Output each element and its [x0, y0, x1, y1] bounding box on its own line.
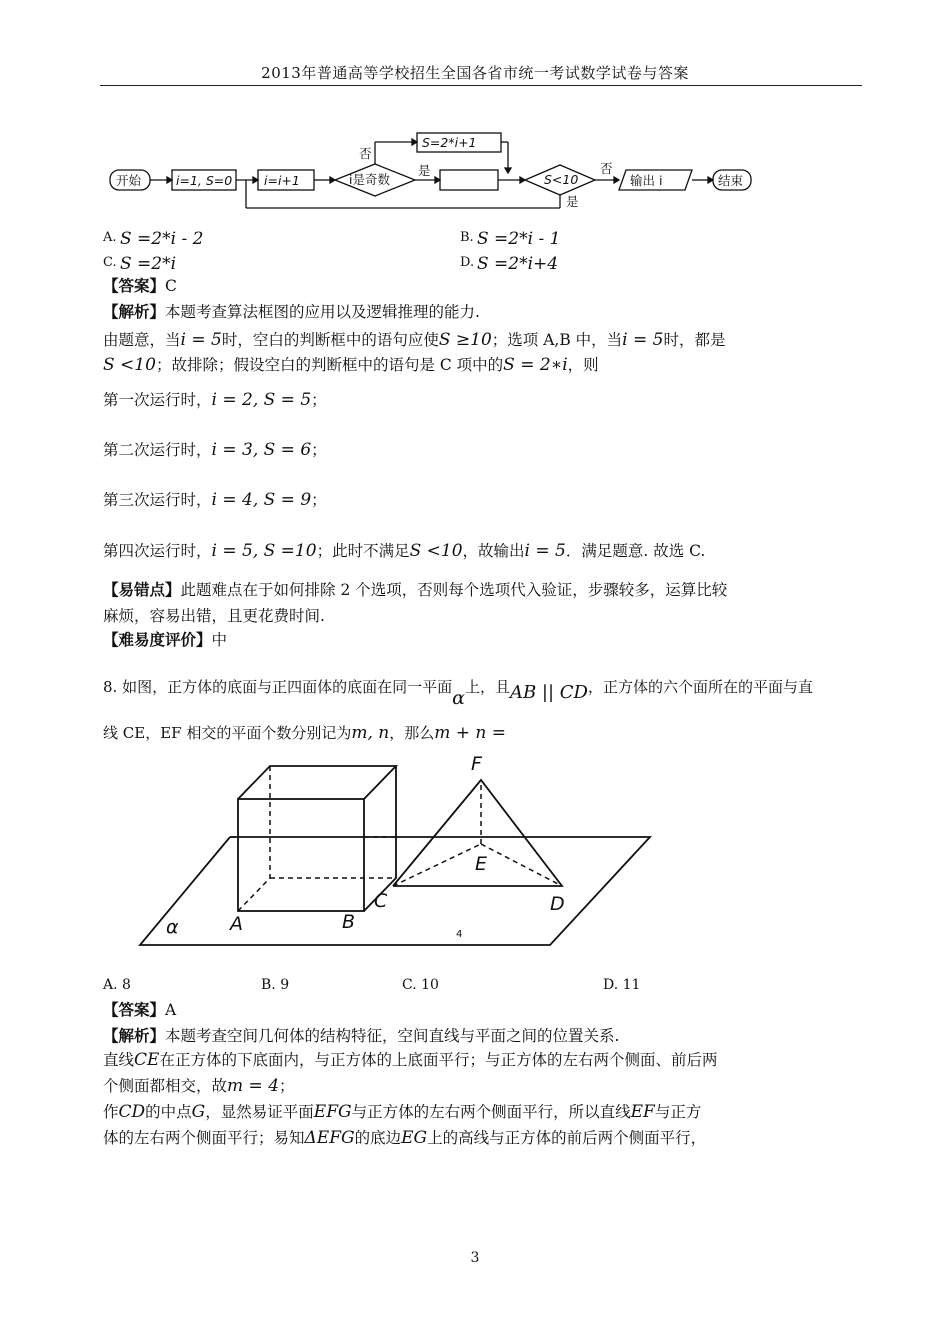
text: 第一次运行时，: [103, 391, 212, 409]
q7-run-3: [103, 490, 327, 510]
text: ．满足题意. 故选 C.: [565, 542, 706, 560]
math: m, n: [351, 723, 390, 743]
label-b: B: [342, 911, 356, 933]
q8-option-c: C. 10: [402, 977, 439, 993]
q8-reasoning-line-4: [103, 1128, 706, 1148]
q7-analysis: 本题考查算法框图的应用以及逻辑推理的能力.: [165, 303, 480, 321]
q7-option-a: S =2*i - 2: [120, 229, 204, 249]
q8-reasoning-line-1: [103, 1050, 717, 1070]
math: i = 3, S = 6: [211, 440, 312, 460]
math: EFG: [313, 1102, 352, 1122]
q7-option-a-letter: A.: [103, 230, 117, 245]
text: ；选项 A,B 中，当: [491, 331, 623, 349]
q7-difficulty: 中: [211, 631, 228, 649]
text: ；: [311, 491, 327, 509]
page-header-title: 2013年普通高等学校招生全国各省市统一考试数学试卷与答案: [261, 64, 689, 82]
q7-run-2: [103, 440, 327, 460]
math: i = 5, S =10: [211, 541, 317, 561]
cube-tetrahedron-figure: [130, 752, 660, 952]
math: S <10: [103, 355, 156, 375]
page-number: 3: [470, 1250, 480, 1266]
q7-difficulty-line: [103, 630, 227, 650]
q7-option-c-letter: C.: [103, 255, 117, 270]
text: ；: [311, 391, 327, 409]
cube-front: [238, 799, 364, 911]
flow-yes-label-2: 是: [566, 194, 579, 209]
q7-run-1: [103, 390, 327, 410]
text: 第二次运行时，: [103, 441, 212, 459]
flowchart: [100, 128, 760, 218]
math: EG: [401, 1128, 428, 1148]
text: ，故输出: [462, 542, 525, 560]
q7-error-tag: 【易错点】: [103, 580, 181, 599]
math: AB || CD: [509, 682, 588, 703]
q7-error-line-2: 麻烦，容易出错，且更花费时间.: [103, 607, 325, 625]
q8-analysis-line: [103, 1026, 619, 1046]
text: 直线: [103, 1051, 135, 1069]
text: ；此时不满足: [316, 542, 410, 560]
text: 时，空白的判断框中的语句应使: [221, 331, 439, 349]
math: i = 5: [622, 330, 664, 350]
q8-analysis-tag: 【解析】: [103, 1026, 166, 1045]
flow-compare-label: S<10: [544, 172, 579, 187]
text: ，正方体的六个面所在的平面与直: [587, 678, 813, 696]
q7-option-b: S =2*i - 1: [477, 229, 561, 249]
flow-odd-label: i是奇数: [349, 172, 390, 187]
math: m + n =: [434, 723, 507, 743]
math: i = 5: [524, 541, 566, 561]
math: i = 4, S = 9: [211, 490, 312, 510]
text: 个侧面都相交，故: [103, 1077, 228, 1095]
flow-no-label-2: 否: [600, 161, 613, 176]
label-alpha: α: [166, 916, 179, 938]
q8-option-b: B. 9: [261, 977, 290, 993]
text: 上，且: [464, 678, 510, 696]
q8-answer: A: [165, 1001, 177, 1019]
text: 时，都是: [663, 331, 726, 349]
q7-error-text-1: 此题难点在于如何排除 2 个选项，否则每个选项代入验证，步骤较多，运算比较: [180, 581, 728, 599]
math: G: [191, 1102, 206, 1122]
math: α: [452, 687, 465, 709]
label-d: D: [550, 893, 565, 915]
math: S = 2∗i: [503, 355, 568, 375]
text: 第四次运行时，: [103, 542, 212, 560]
q8-reasoning-line-2: [103, 1076, 295, 1096]
text: ，显然易证平面: [205, 1103, 314, 1121]
math: m = 4: [227, 1076, 280, 1096]
text: 与正方体的左右两个侧面平行，所以直线: [351, 1103, 631, 1121]
header-rule: [100, 85, 862, 86]
flow-blank-box: [440, 170, 498, 190]
flow-assign-label: S=2*i+1: [422, 135, 477, 150]
q7-error-line-1: [103, 580, 727, 600]
q8-stem-line-2: [103, 723, 506, 743]
text: ，则: [567, 356, 599, 374]
text: 的中点: [145, 1103, 192, 1121]
text: 8. 如图，正方体的底面与正四面体的底面在同一平面: [103, 678, 453, 696]
text: 线 CE，EF 相交的平面个数分别记为: [103, 724, 352, 742]
flow-yes-label-1: 是: [418, 163, 431, 178]
q7-answer-tag: 【答案】: [103, 276, 166, 295]
flow-output-label: 输出 i: [630, 173, 663, 188]
q7-analysis-tag: 【解析】: [103, 302, 166, 321]
math: S ≥10: [438, 330, 492, 350]
text: 作: [103, 1103, 119, 1121]
q7-reasoning-line-2: [103, 355, 599, 375]
text: 由题意，当: [103, 331, 181, 349]
text: 上的高线与正方体的前后两个侧面平行，: [427, 1129, 707, 1147]
q8-reasoning-line-3: [103, 1102, 701, 1122]
flow-end-label: 结束: [718, 173, 744, 188]
q8-option-d: D. 11: [603, 977, 641, 993]
label-a: A: [230, 913, 243, 935]
flow-no-label-1: 否: [359, 146, 372, 161]
q7-answer-line: [103, 276, 177, 296]
q7-option-b-letter: B.: [460, 230, 474, 245]
q7-run-4: [103, 541, 705, 561]
text: ；: [279, 1077, 295, 1095]
q7-option-d-letter: D.: [460, 255, 475, 270]
q8-option-a: A. 8: [103, 977, 131, 993]
q7-option-c: S =2*i: [120, 254, 177, 274]
flow-start-label: 开始: [116, 173, 142, 188]
flow-init-label: i=1, S=0: [176, 173, 233, 188]
q7-reasoning-line-1: [103, 330, 725, 350]
math: CE: [134, 1050, 160, 1070]
label-e: E: [475, 853, 488, 875]
q7-option-d: S =2*i+4: [477, 254, 559, 274]
math: EF: [630, 1102, 655, 1122]
text: ，那么: [389, 724, 435, 742]
text: ；故排除；假设空白的判断框中的语句是 C 项中的: [155, 356, 504, 374]
math: i = 2, S = 5: [211, 390, 312, 410]
label-f: F: [471, 753, 482, 775]
plane-alpha: [140, 837, 650, 945]
text: ；: [311, 441, 327, 459]
math: i = 5: [180, 330, 222, 350]
q8-stem-line-1: [103, 676, 813, 709]
q7-analysis-line: [103, 302, 480, 322]
q8-answer-line: [103, 1000, 176, 1020]
cube-top: [238, 766, 396, 799]
text: 在正方体的下底面内，与正方体的上底面平行；与正方体的左右两个侧面、前后两: [159, 1051, 718, 1069]
flow-increment-label: i=i+1: [264, 173, 300, 188]
label-c: C: [374, 890, 388, 912]
q7-difficulty-tag: 【难易度评价】: [103, 630, 212, 649]
math: S <10: [409, 541, 463, 561]
q8-answer-tag: 【答案】: [103, 1000, 166, 1019]
math: ΔEFG: [304, 1128, 355, 1148]
math: CD: [118, 1102, 146, 1122]
text: 第三次运行时，: [103, 491, 212, 509]
label-tick: 4: [456, 929, 463, 940]
q8-analysis: 本题考查空间几何体的结构特征，空间直线与平面之间的位置关系.: [165, 1027, 620, 1045]
text: 的底边: [354, 1129, 402, 1147]
text: 与正方: [654, 1103, 702, 1121]
text: 体的左右两个侧面平行；易知: [103, 1129, 305, 1147]
q7-answer: C: [165, 277, 177, 295]
